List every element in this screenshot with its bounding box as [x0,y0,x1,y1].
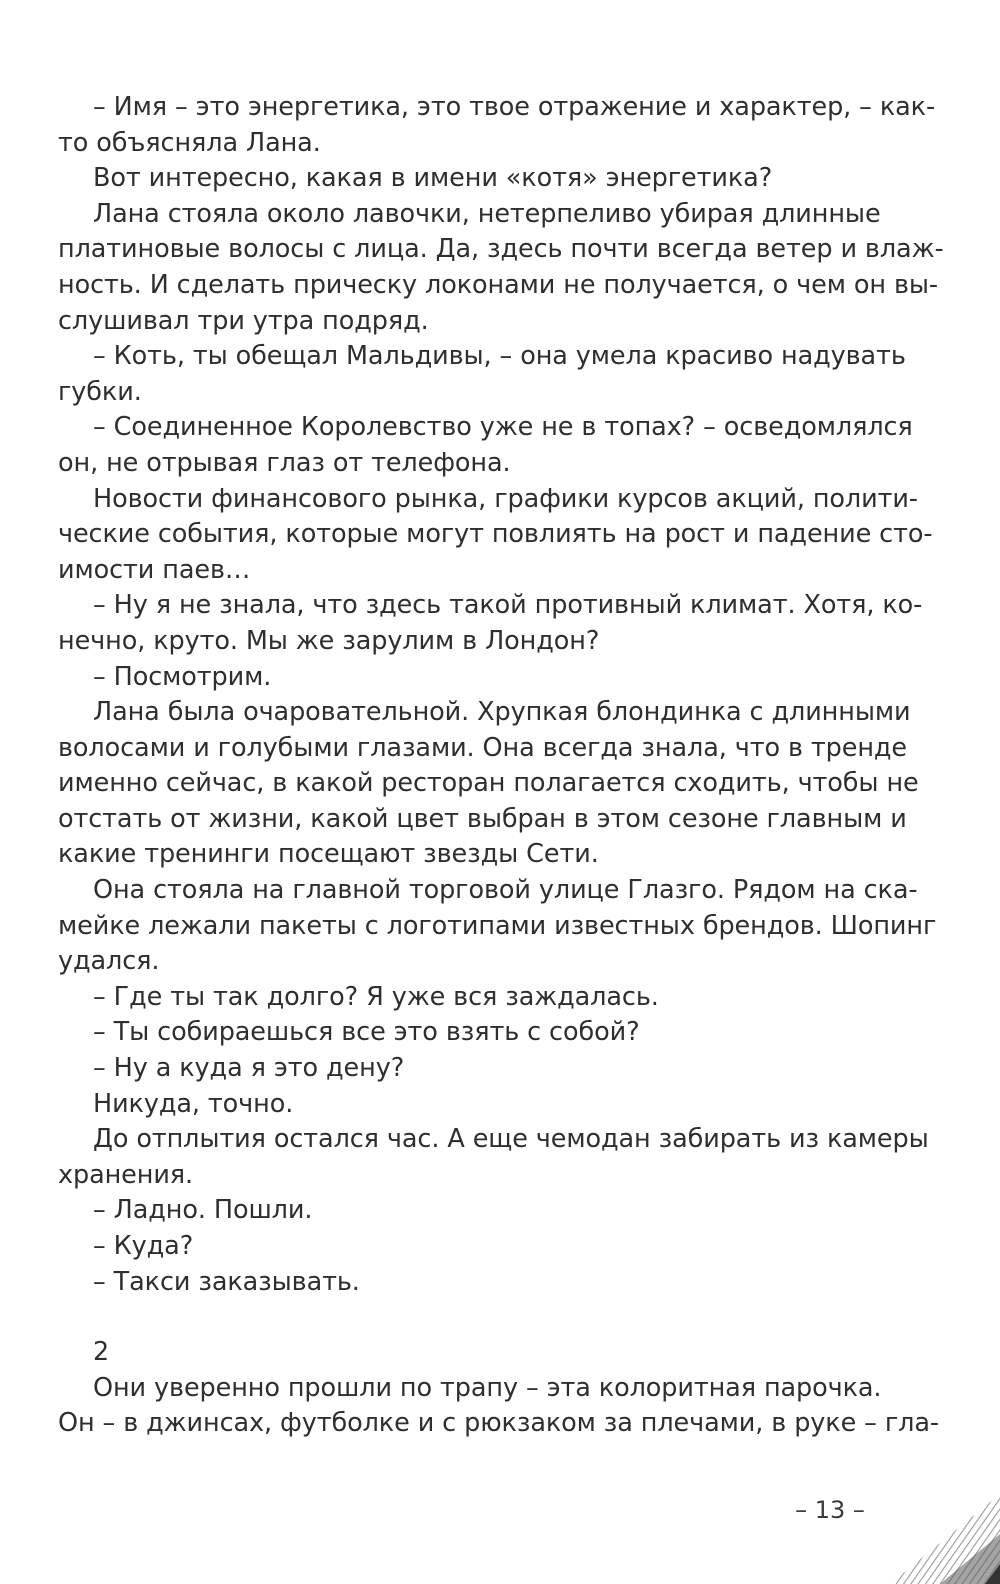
text-line: Она стояла на главной торговой улице Глазго. Рядом на ска- [93,875,918,906]
text-line: Он – в джинсах, футболке и с рюкзаком за плечами, в руке – гла- [58,1408,939,1439]
text-line: платиновые волосы с лица. Да, здесь почти всегда ветер и влаж- [58,234,944,265]
text-line: то объясняла Лана. [58,127,321,158]
section-number: 2 [93,1337,110,1368]
text-line: – Ну а куда я это дену? [93,1053,405,1084]
text-line: – Посмотрим. [93,661,272,692]
page-number: – 13 – [795,1496,865,1524]
page-text [58,90,944,1442]
text-line: какие тренинги посещают звезды Сети. [58,839,599,870]
text-line: удался. [58,946,160,977]
text-line: он, не отрывая глаз от телефона. [58,447,511,478]
text-line: – Имя – это энергетика, это твое отражение и характер, – как- [93,92,936,122]
text-line: Лана была очаровательной. Хрупкая блондинка с длинными [93,697,911,728]
text-line: – Куда? [93,1231,194,1261]
text-line: ческие события, которые могут повлиять на рост и падение сто- [58,519,933,550]
text-line: – Ладно. Пошли. [93,1195,313,1226]
text-line: слушивал три утра подряд. [58,305,429,336]
corner-pattern-decoration [870,1474,1000,1584]
text-line: имости паев… [58,554,251,585]
section-gap [58,1300,888,1335]
text-line: – Коть, ты обещал Мальдивы, – она умела красиво надувать [93,341,906,372]
text-line: Вот интересно, какая в имени «котя» энергетика? [93,163,773,194]
text-line: ность. И сделать прическу локонами не получается, о чем он вы- [58,269,939,300]
text-line: – Такси заказывать. [93,1266,360,1297]
text-line: – Ну я не знала, что здесь такой противный климат. Хотя, ко- [93,590,923,621]
text-line: мейке лежали пакеты с логотипами известных брендов. Шопинг [58,910,937,941]
text-line: Новости финансового рынка, графики курсов акций, полити- [93,483,918,514]
text-line: отстать от жизни, какой цвет выбран в этом сезоне главным и [58,803,907,834]
text-line: – Ты собираешься все это взять с собой? [93,1017,640,1048]
text-line: До отплытия остался час. А еще чемодан забирать из камеры [93,1124,929,1155]
text-line: Они уверенно прошли по трапу – эта колоритная парочка. [93,1372,882,1403]
text-line: губки. [58,376,142,407]
text-line: Лана стояла около лавочки, нетерпеливо убирая длинные [93,198,881,229]
text-line: – Соединенное Королевство уже не в топах? – осведомлялся [93,412,913,443]
text-line: нечно, круто. Мы же зарулим в Лондон? [58,625,600,656]
text-line: именно сейчас, в какой ресторан полагается сходить, чтобы не [58,768,919,799]
text-line: хранения. [58,1159,194,1190]
text-line: – Где ты так долго? Я уже вся заждалась. [93,981,659,1012]
text-line: волосами и голубыми глазами. Она всегда знала, что в тренде [58,732,908,763]
text-line: Никуда, точно. [93,1088,294,1119]
